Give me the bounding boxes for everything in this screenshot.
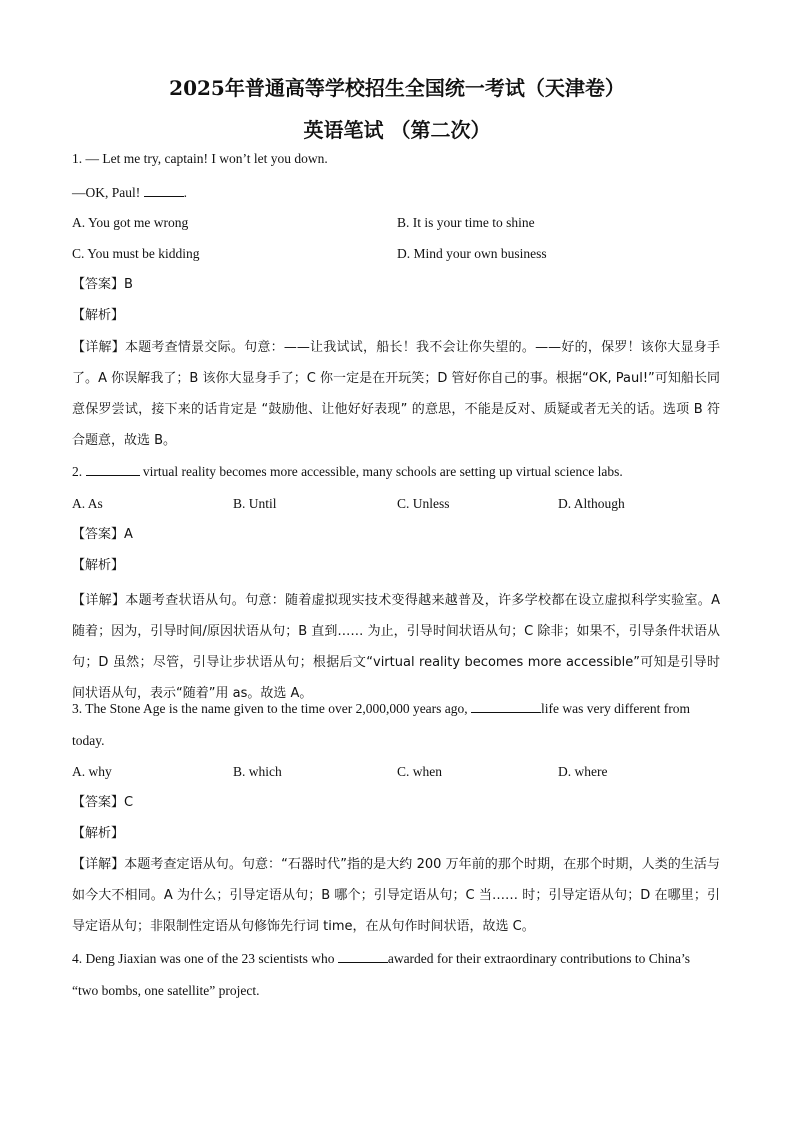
q3-answer-blank	[471, 700, 541, 713]
q1-stem-line2-end: .	[183, 185, 187, 200]
q3-stem-end: life was very different from	[541, 701, 690, 716]
q4-stem-end: awarded for their extraordinary contributions to China’s	[387, 951, 690, 966]
q1-stem-line2-start: —OK, Paul!	[72, 185, 144, 200]
q2-answer-blank	[86, 463, 140, 476]
q1-option-c: C. You must be kidding	[72, 246, 200, 261]
q3-detail: 【详解】本题考查定语从句。句意：“石器时代”指的是大约 200 万年前的那个时期，在那个时期，人类的生活与如今大不相同。A 为什么；引导定语从句；B 哪个；引导定语从句；C 当…… 时；引导定语从句；D 在哪里；引导定语从句；非限制性定语从句修饰先行词 time，在从句作时间状语，故选 C。	[72, 857, 720, 934]
q2-stem-end: virtual reality becomes more accessible, many schools are setting up virtual science labs.	[139, 464, 623, 479]
q3-option-b: B. which	[233, 764, 282, 779]
page-title: 2025年普通高等学校招生全国统一考试（天津卷）	[169, 76, 625, 100]
q1-answer: 【答案】B	[72, 277, 133, 292]
q1-detail: 【详解】本题考查情景交际。句意：——让我试试，船长！我不会让你失望的。——好的，保罗！该你大显身手了。A 你误解我了；B 该你大显身手了；C 你一定是在开玩笑；D 管好你自己的事。根据“OK, Paul!”可知船长同意保罗尝试，接下来的话肯定是 “鼓励他、让他好好表现” 的意思，不能是反对、质疑或者无关的话。选项 B 符合题意，故选 B。	[72, 340, 720, 448]
q3-answer: 【答案】C	[72, 795, 134, 810]
q3-stem-line2: today.	[72, 733, 105, 748]
q1-stem-line1: 1. — Let me try, captain! I won’t let you down.	[72, 151, 328, 166]
q4-stem-line2: “two bombs, one satellite” project.	[72, 983, 260, 998]
q3-option-a: A. why	[72, 764, 112, 779]
q3-option-d: D. where	[558, 764, 608, 779]
q3-analysis-label: 【解析】	[72, 826, 125, 841]
q1-answer-blank	[144, 184, 184, 197]
q2-option-d: D. Although	[558, 496, 625, 511]
q1-option-d: D. Mind your own business	[397, 246, 547, 261]
q3-stem-start: 3. The Stone Age is the name given to the time over 2,000,000 years ago,	[72, 701, 472, 716]
q2-stem-start: 2.	[72, 464, 86, 479]
q2-option-a: A. As	[72, 496, 103, 511]
q2-detail: 【详解】本题考查状语从句。句意：随着虚拟现实技术变得越来越普及，许多学校都在设立虚拟科学实验室。A 随着；因为，引导时间/原因状语从句；B 直到…… 为止，引导时间状语从句；C 除非；如果不，引导条件状语从句；D 虽然；尽管，引导让步状语从句；根据后文“virtual reality becomes more accessible”可知是引导时间状语从句，表示“随着”用 as。故选 A。	[72, 593, 720, 701]
q1-analysis-label: 【解析】	[72, 308, 125, 323]
q3-option-c: C. when	[397, 764, 442, 779]
page-subtitle: 英语笔试 （第二次）	[303, 118, 491, 142]
q1-option-a: A. You got me wrong	[72, 215, 189, 230]
q2-option-c: C. Unless	[397, 496, 450, 511]
q3-stem-line1	[72, 700, 690, 718]
q4-answer-blank	[338, 950, 388, 963]
q2-option-b: B. Until	[233, 496, 277, 511]
q2-analysis-label: 【解析】	[72, 558, 125, 573]
q2-answer: 【答案】A	[72, 527, 133, 542]
q1-stem-line2	[72, 184, 187, 202]
q4-stem-line1	[72, 950, 690, 968]
q1-option-b: B. It is your time to shine	[397, 215, 535, 230]
q4-stem-start: 4. Deng Jiaxian was one of the 23 scientists who	[72, 951, 338, 966]
q2-stem	[72, 463, 623, 481]
